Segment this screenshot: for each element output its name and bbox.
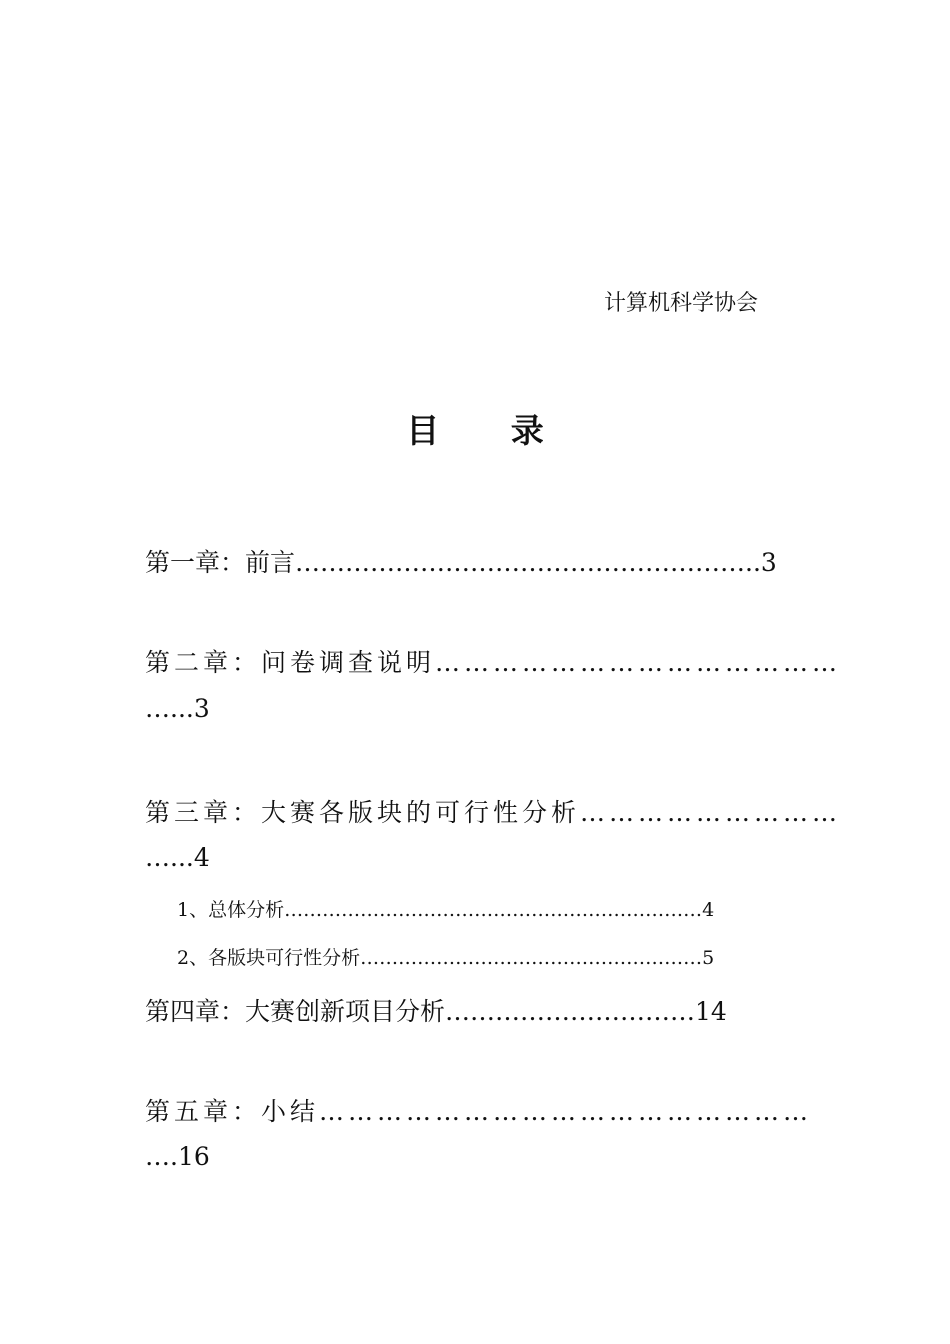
organization-name: 计算机科学协会 (604, 291, 759, 316)
toc-section-3-1: 1、总体分析…………………………………………………………4 (177, 899, 715, 921)
toc-section-3-2: 2、各版块可行性分析………………………………………………5 (177, 947, 715, 969)
toc-chapter-4: 第四章：大赛创新项目分析…………………………14 (145, 997, 727, 1026)
toc-chapter-3: 第三章：大赛各版块的可行性分析……………………… (145, 798, 842, 827)
toc-chapter-2-page: …...3 (145, 694, 210, 723)
toc-chapter-1: 第一章：前言………………………………………………..3 (145, 548, 777, 577)
toc-chapter-5-page: ….16 (145, 1142, 210, 1171)
toc-chapter-2: 第二章：问卷调查说明…………………………………… (145, 648, 842, 677)
toc-heading: 目 录 (406, 411, 574, 450)
toc-chapter-3-page: …...4 (145, 843, 210, 872)
toc-chapter-5: 第五章：小结…………………………………………… (145, 1097, 813, 1126)
